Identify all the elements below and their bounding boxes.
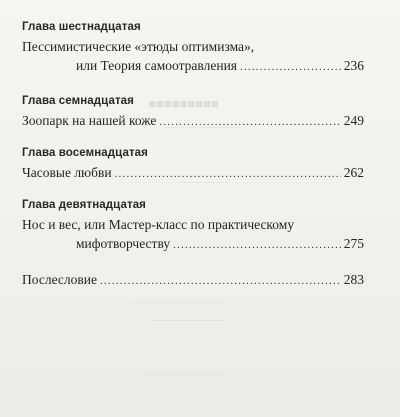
toc-entry-chapter-16 [22, 21, 364, 76]
toc-entry-afterword [22, 271, 364, 290]
chapter-title: Зоопарк на нашей коже [22, 113, 157, 128]
afterword-title: Послесловие [22, 272, 97, 287]
chapter-title-continued: мифотворчеству [76, 236, 171, 251]
page-number: 275 [343, 236, 364, 251]
page-number: 249 [343, 113, 364, 128]
chapter-heading: Глава восемнадцатая [22, 147, 148, 159]
show-through-text: ──────────── [164, 122, 241, 132]
toc-line [22, 216, 364, 234]
chapter-title-continued: или Теория самоотравления [76, 58, 237, 73]
toc-line [22, 235, 364, 254]
chapter-title: Нос и вес, или Мастер-класс по практическому [22, 217, 295, 232]
dot-leader [159, 113, 340, 131]
toc-line [22, 271, 364, 290]
show-through-text: ■■■■■■■■■ [148, 96, 219, 111]
toc-line [22, 164, 364, 183]
dot-leader [115, 165, 341, 183]
page-number: 283 [343, 272, 364, 287]
toc-line [22, 38, 364, 56]
toc-entry-chapter-18 [22, 147, 364, 183]
dot-leader [173, 236, 341, 254]
page-number: 236 [343, 58, 364, 73]
chapter-title: Часовые любви [22, 165, 112, 180]
chapter-heading: Глава девятнадцатая [22, 199, 146, 211]
show-through-text: ─────────────────── [130, 300, 225, 307]
show-through-text: ───────────────── [140, 372, 225, 379]
dot-leader [240, 58, 341, 76]
chapter-title: Пессимистические «этюды оптимизма», [22, 39, 255, 54]
show-through-text: ───────── [178, 178, 230, 187]
toc-line [22, 57, 364, 76]
toc-entry-chapter-17 [22, 95, 364, 131]
chapter-heading: Глава шестнадцатая [22, 21, 141, 33]
toc-line [22, 112, 364, 131]
show-through-text: ─────────────── [150, 318, 225, 325]
page-number: 262 [343, 165, 364, 180]
toc-entry-chapter-19 [22, 199, 364, 254]
dot-leader [100, 272, 341, 290]
chapter-heading: Глава семнадцатая [22, 95, 134, 107]
